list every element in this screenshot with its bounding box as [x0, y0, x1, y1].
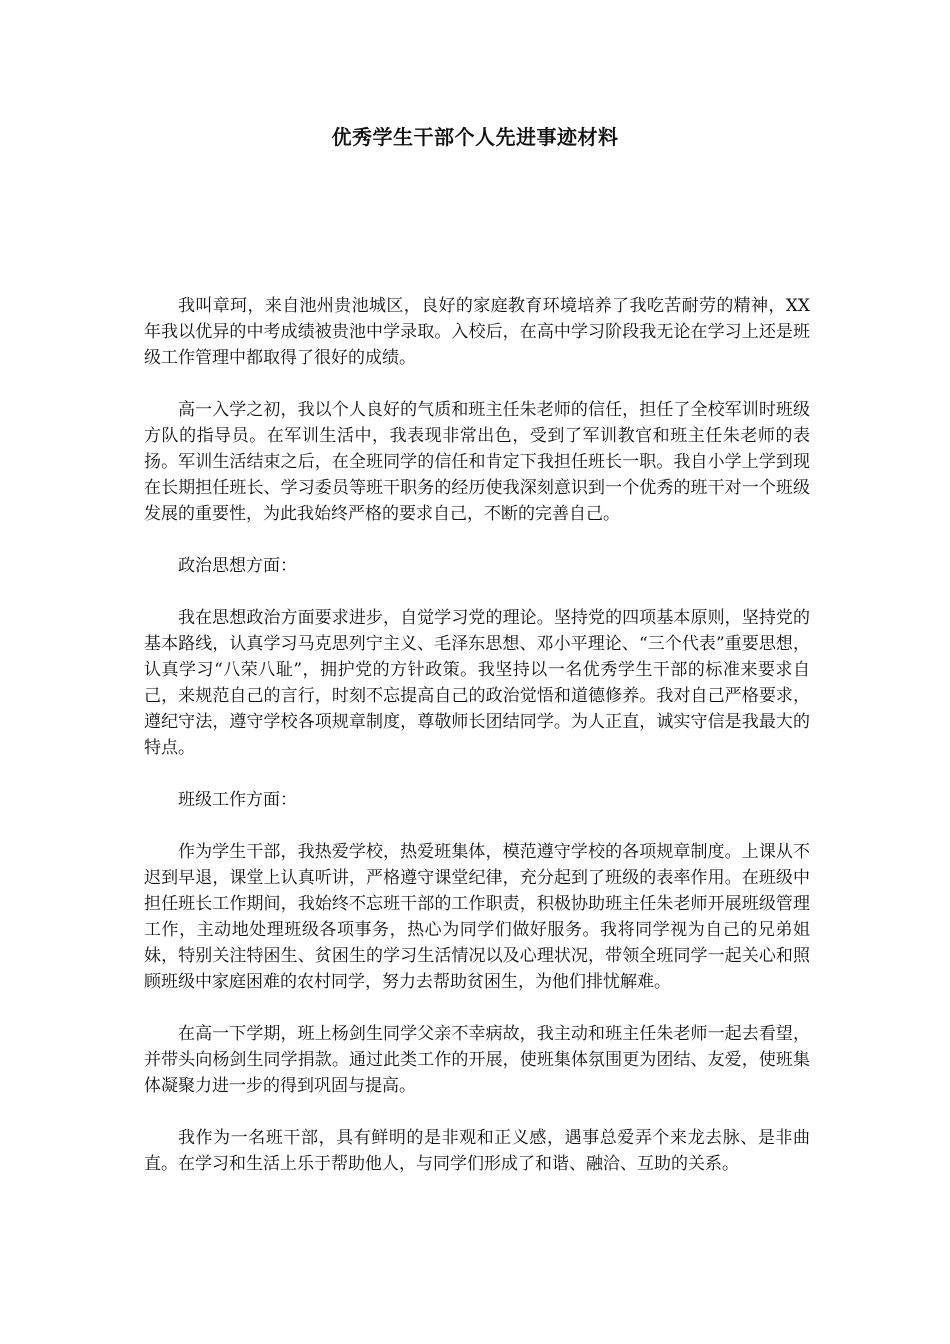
document-title: 优秀学生干部个人先进事迹材料: [331, 125, 619, 149]
paragraph-character: 我作为一名班干部，具有鲜明的是非观和正义感，遇事总爱弄个来龙去脉、是非曲直。在学习和生活上乐于帮助他人，与同学们形成了和谐、融洽、互助的关系。: [144, 1128, 810, 1174]
section-heading-political: 政治思想方面：: [178, 556, 297, 576]
document-body: [144, 293, 810, 1203]
paragraph-helping-classmate: 在高一下学期，班上杨剑生同学父亲不幸病故，我主动和班主任朱老师一起去看望，并带头向杨剑生同学捐款。通过此类工作的开展，使班集体氛围更为团结、友爱，使班集体凝聚力进一步的得到巩固与提高。: [144, 1024, 810, 1096]
paragraph-class-work: 作为学生干部，我热爱学校，热爱班集体，模范遵守学校的各项规章制度。上课从不迟到早退，课堂上认真听讲，严格遵守课堂纪律，充分起到了班级的表率作用。在班级中担任班长工作期间，我始终不忘班干部的工作职责，积极协助班主任朱老师开展班级管理工作，主动地处理班级各项事务，热心为同学们做好服务。我将同学视为自己的兄弟姐妹，特别关注特困生、贫困生的学习生活情况以及心理状况，带领全班同学一起关心和照顾班级中家庭困难的农村同学，努力去帮助贫困生，为他们排忧解难。: [144, 842, 810, 992]
paragraph-political: 我在思想政治方面要求进步，自觉学习党的理论。坚持党的四项基本原则，坚持党的基本路线，认真学习马克思列宁主义、毛泽东思想、邓小平理论、“三个代表”重要思想，认真学习“八荣八耻”，拥护党的方针政策。我坚持以一名优秀学生干部的标准来要求自己，来规范自己的言行，时刻不忘提高自己的政治觉悟和道德修养。我对自己严格要求，遵纪守法，遵守学校各项规章制度，尊敬师长团结同学。为人正直，诚实守信是我最大的特点。: [144, 608, 810, 758]
paragraph-first-year: 高一入学之初，我以个人良好的气质和班主任朱老师的信任，担任了全校军训时班级方队的指导员。在军训生活中，我表现非常出色，受到了军训教官和班主任朱老师的表扬。军训生活结束之后，在全班同学的信任和肯定下我担任班长一职。我自小学上学到现在长期担任班长、学习委员等班干职务的经历使我深刻意识到一个优秀的班干对一个班级发展的重要性，为此我始终严格的要求自己，不断的完善自己。: [144, 400, 810, 524]
paragraph-introduction: 我叫章珂，来自池州贵池城区，良好的家庭教育环境培养了我吃苦耐劳的精神，XX年我以优异的中考成绩被贵池中学录取。入校后，在高中学习阶段我无论在学习上还是班级工作管理中都取得了很好的成绩。: [144, 296, 810, 368]
section-heading-class-work: 班级工作方面：: [178, 790, 297, 810]
